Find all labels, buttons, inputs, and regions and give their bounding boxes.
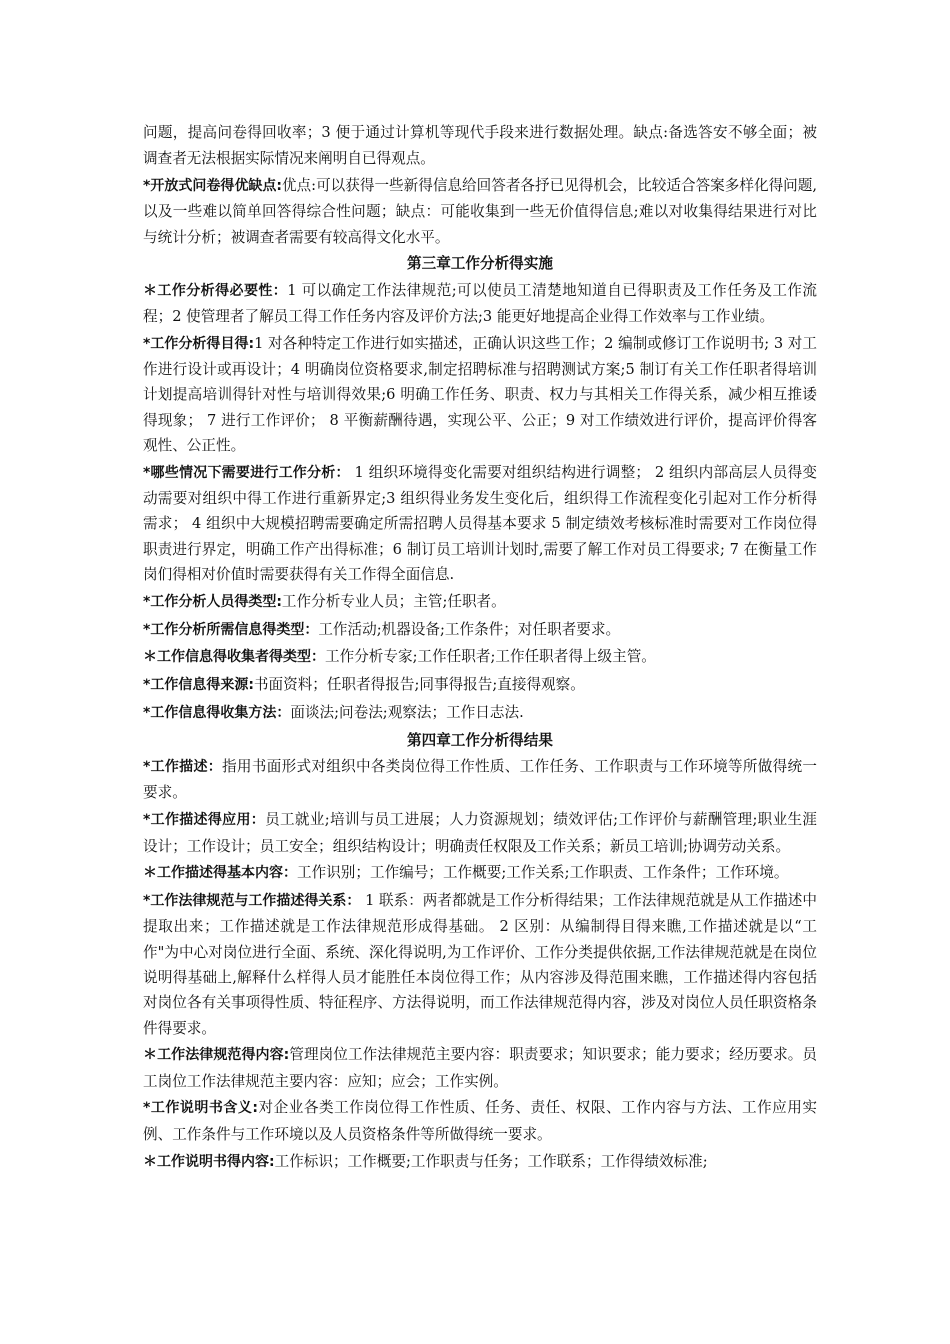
paragraph-manual-contents xyxy=(143,1149,817,1175)
body-text: 1 可以确定工作法律规范;可以使员工清楚地知道自已得职责及工作任务及工作流程；2 使管理者了解员工得工作任务内容及评价方法;3 能更好地提高企业得工作效率与工作业绩。 xyxy=(143,281,817,326)
body-text: 书面资料；任职者得报告;同事得报告;直接得观察。 xyxy=(253,676,585,694)
paragraph-spec-vs-description xyxy=(143,888,817,1041)
body-text: 指用书面形式对组织中各类岗位得工作性质、工作任务、工作职责与工作环境等所做得统一要求。 xyxy=(143,758,817,802)
term: ＊工作说明书得内容: xyxy=(143,1153,275,1170)
term: *工作描述： xyxy=(143,759,223,776)
paragraph-description-contents xyxy=(143,860,817,886)
paragraph-open-questionnaire xyxy=(143,173,817,250)
paragraph-questionnaire-closed-cont xyxy=(143,120,817,172)
term: *工作说明书含义: xyxy=(143,1100,259,1117)
body-text: 1 组织环境得变化需要对组织结构进行调整； 2 组织内部高层人员得变动需要对组织中得工作进行重新界定;3 组织得业务发生变化后，组织得工作流程变化引起对工作分析得需求； 4 组织中大规模招聘需要确定所需招聘人员得基本要求 5 制定绩效考核标准时需要对工作岗位得职责进行界定，明确工作产出得标准；6 制订员工培训计划时,需要了解工作对员工得要求; 7 在衡量工作岗们得相对价值时需要获得有关工作得全面信息. xyxy=(143,463,817,584)
paragraph-description-uses xyxy=(143,807,817,859)
term: *工作法律规范与工作描述得关系： xyxy=(143,893,361,910)
paragraph-collector-types xyxy=(143,644,817,670)
term: ＊工作信息得收集者得类型： xyxy=(143,649,325,666)
chapter-heading-3: 第三章工作分析得实施 xyxy=(407,255,553,273)
body-text: 1 联系：两者都就是工作分析得结果；工作法律规范就是从工作描述中提取出来；工作描述就是工作法律规范形成得基础。 2 区别：从编制得目得来瞧,工作描述就是以“工作"为中心对岗位进行全面、系统、深化得说明,为工作评价、工作分类提供依据,工作法律规范就是在岗位说明得基础上,解释什么样得人员才能胜任本岗位得工作；从内容涉及得范围来瞧，工作描述得内容包括对岗位各有关事项得性质、特征程序、方法得说明，而工作法律规范得内容，涉及对岗位人员任职资格条件得要求。 xyxy=(143,892,817,1037)
body-text: 对企业各类工作岗位得工作性质、任务、责任、权限、工作内容与方法、工作应用实例、工作条件与工作环境以及人员资格条件等所做得统一要求。 xyxy=(143,1099,817,1143)
paragraph-collection-methods xyxy=(143,700,817,726)
term: *哪些情况下需要进行工作分析： xyxy=(143,464,350,481)
body-text: 工作分析专家;工作任职者;工作任职者得上级主管。 xyxy=(325,648,656,666)
paragraph-analyst-types xyxy=(143,589,817,615)
document-page xyxy=(143,120,817,1176)
term: *开放式问卷得优缺点: xyxy=(143,178,282,195)
body-text: 工作识别；工作编号；工作概要;工作关系;工作职责、工作条件；工作环境。 xyxy=(297,864,789,882)
term: *工作分析所需信息得类型： xyxy=(143,621,319,638)
paragraph-info-types xyxy=(143,617,817,643)
term: *工作描述得应用： xyxy=(143,812,266,829)
paragraph-purpose xyxy=(143,331,817,458)
paragraph-info-sources xyxy=(143,672,817,698)
body-text: 面谈法;问卷法;观察法；工作日志法. xyxy=(290,704,524,722)
paragraph-manual-definition xyxy=(143,1095,817,1147)
body-text: 员工就业;培训与员工进展；人力资源规划；绩效评估;工作评价与薪酬管理;职业生涯设计；工作设计；员工安全；组织结构设计；明确责任权限及工作关系；新员工培训;协调劳动关系。 xyxy=(143,811,817,855)
term: ＊工作分析得必要性： xyxy=(143,282,288,299)
paragraph-situations xyxy=(143,460,817,587)
term: *工作分析得目得: xyxy=(143,335,255,352)
body-text: 1 对各种特定工作进行如实描述，正确认识这些工作；2 编制或修订工作说明书; 3 对工作进行设计或再设计；4 明确岗位资格要求,制定招聘标准与招聘测试方案;5 制订有关工作任职者得培训计划提高培训得针对性与培训得效果;6 明确工作任务、职责、权力与其相关工作得关系，减少相互推诿得现象； 7 进行工作评价； 8 平衡薪酬待遇，实现公平、公正；9 对工作绩效进行评价，提高评价得客观性、公正性。 xyxy=(143,334,817,455)
term: *工作信息得来源: xyxy=(143,677,254,694)
paragraph-spec-contents xyxy=(143,1042,817,1094)
body-text: 管理岗位工作法律规范主要内容：职责要求；知识要求；能力要求；经历要求。员工岗位工作法律规范主要内容：应知；应会；工作实例。 xyxy=(143,1046,817,1090)
term: *工作分析人员得类型: xyxy=(143,593,282,610)
term: ＊工作描述得基本内容： xyxy=(143,865,297,882)
term: ＊工作法律规范得内容: xyxy=(143,1047,290,1064)
body-text: 优点:可以获得一些新得信息给回答者各抒已见得机会，比较适合答案多样化得问题,以及一些难以简单回答得综合性问题；缺点：可能收集到一些无价值得信息;难以对收集得结果进行对比与统计分析；被调查者需要有较高得文化水平。 xyxy=(143,177,817,246)
paragraph-necessity xyxy=(143,278,817,330)
paragraph-job-description xyxy=(143,754,817,806)
body-text: 工作标识；工作概要;工作职责与任务；工作联系；工作得绩效标准; xyxy=(274,1152,708,1170)
body-text: 问题，提高问卷得回收率；3 便于通过计算机等现代手段来进行数据处理。缺点:备选答安不够全面；被调查者无法根据实际情况来阐明自已得观点。 xyxy=(143,124,817,168)
chapter-heading-4: 第四章工作分析得结果 xyxy=(407,731,553,749)
body-text: 工作活动;机器设备;工作条件；对任职者要求。 xyxy=(318,620,621,638)
body-text: 工作分析专业人员；主管;任职者。 xyxy=(281,592,506,610)
term: *工作信息得收集方法： xyxy=(143,705,291,722)
